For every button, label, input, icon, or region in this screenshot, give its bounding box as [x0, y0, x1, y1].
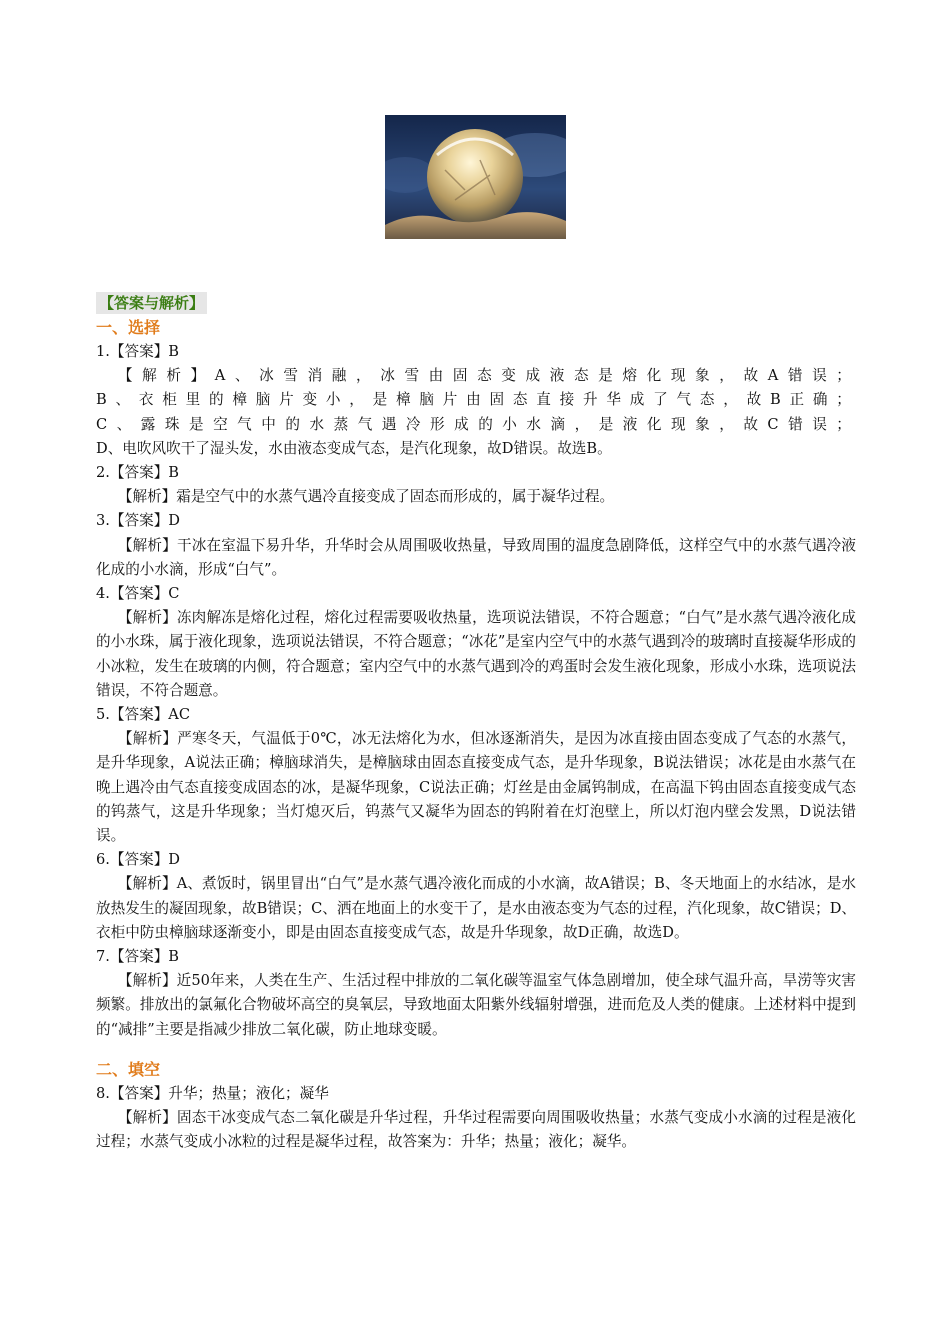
answer-line: 5.【答案】AC — [96, 706, 191, 724]
answer-line: 2.【答案】B — [96, 464, 180, 482]
explanation-text: 【解析】近50年来，人类在生产、生活过程中排放的二氧化碳等温室气体急剧增加，使全球气温升高，旱涝等灾害频繁。排放出的氯氟化合物破坏高空的臭氧层，导致地面太阳紫外线辐射增强，进而危及人类的健康。上述材料中提到的“减排”主要是指减少排放二氧化碳，防止地球变暖。 — [96, 972, 856, 1038]
answer-line: 6.【答案】D — [96, 851, 180, 869]
explanation-text: 【解析】霜是空气中的水蒸气遇冷直接变成了固态而形成的，属于凝华过程。 — [117, 488, 615, 506]
explanation-line: C、露珠是空气中的水蒸气遇冷形成的小水滴，是液化现象，故C错误； — [96, 415, 856, 433]
answer-line: 1.【答案】B — [96, 343, 180, 360]
explanation-text: 【解析】冻肉解冻是熔化过程，熔化过程需要吸收热量，选项说法错误，不符合题意；“白气”是水蒸气遇冷液化成的小水珠，属于液化现象，选项说法错误，不符合题意；“冰花”是室内空气中的水蒸气遇到冷的玻璃时直接凝华形成的小冰粒，发生在玻璃的内侧，符合题意；室内空气中的水蒸气遇到冷的鸡蛋时会发生液化现象，形成小水珠，选项说法错误，不符合题意。 — [96, 609, 856, 699]
answer-content — [96, 288, 856, 1155]
answer-line: 7.【答案】B — [96, 948, 180, 966]
explanation-line: B、衣柜里的樟脑片变小，是樟脑片由固态直接升华成了气态，故B正确； — [96, 391, 856, 409]
frozen-bubble-photo — [385, 115, 566, 239]
explanation-text: 【解析】严寒冬天，气温低于0℃，冰无法熔化为水，但冰逐渐消失，是因为冰直接由固态变成了气态的水蒸气，是升华现象，A说法正确；樟脑球消失，是樟脑球由固态直接变成气态，是升华现象，B说法错误；冰花是由水蒸气在晚上遇冷由气态直接变成固态的冰，是凝华现象，C说法正确；灯丝是由金属钨制成，在高温下钨由固态直接变成气态的钨蒸气，这是升华现象；当灯熄灭后，钨蒸气又凝华为固态的钨附着在灯泡壁上，所以灯泡内壁会发黑，D说法错误。 — [96, 730, 856, 845]
explanation-line: 【解析】A、冰雪消融，冰雪由固态变成液态是熔化现象，故A错误； — [117, 367, 856, 385]
explanation-text: 【解析】固态干冰变成气态二氧化碳是升华过程，升华过程需要向周围吸收热量；水蒸气变成小水滴的过程是液化过程；水蒸气变成小冰粒的过程是凝华过程，故答案为：升华；热量；液化；凝华。 — [96, 1109, 856, 1151]
section-fill-title: 二、填空 — [96, 1059, 161, 1079]
answer-line: 4.【答案】C — [96, 585, 180, 603]
explanation-line: D、电吹风吹干了湿头发，水由液态变成气态，是汽化现象，故D错误。故选B。 — [96, 439, 612, 457]
answer-line: 8.【答案】升华；热量；液化；凝华 — [96, 1084, 329, 1102]
explanation-text: 【解析】干冰在室温下易升华，升华时会从周围吸收热量，导致周围的温度急剧降低，这样空气中的水蒸气遇冷液化成的小水滴，形成“白气”。 — [96, 536, 856, 578]
answer-line: 3.【答案】D — [96, 512, 180, 530]
section-choice-title: 一、选择 — [96, 318, 161, 337]
explanation-text: 【解析】A、煮饭时，锅里冒出“白气”是水蒸气遇冷液化而成的小水滴，故A错误；B、冬天地面上的水结冰，是水放热发生的凝固现象，故B错误；C、洒在地面上的水变干了，是水由液态变为气态的过程，汽化现象，故C错误；D、衣柜中防虫樟脑球逐渐变小，即是由固态直接变成气态，故是升华现象，故D正确，故选D。 — [96, 875, 856, 941]
answers-header-tag: 【答案与解析】 — [96, 292, 207, 314]
